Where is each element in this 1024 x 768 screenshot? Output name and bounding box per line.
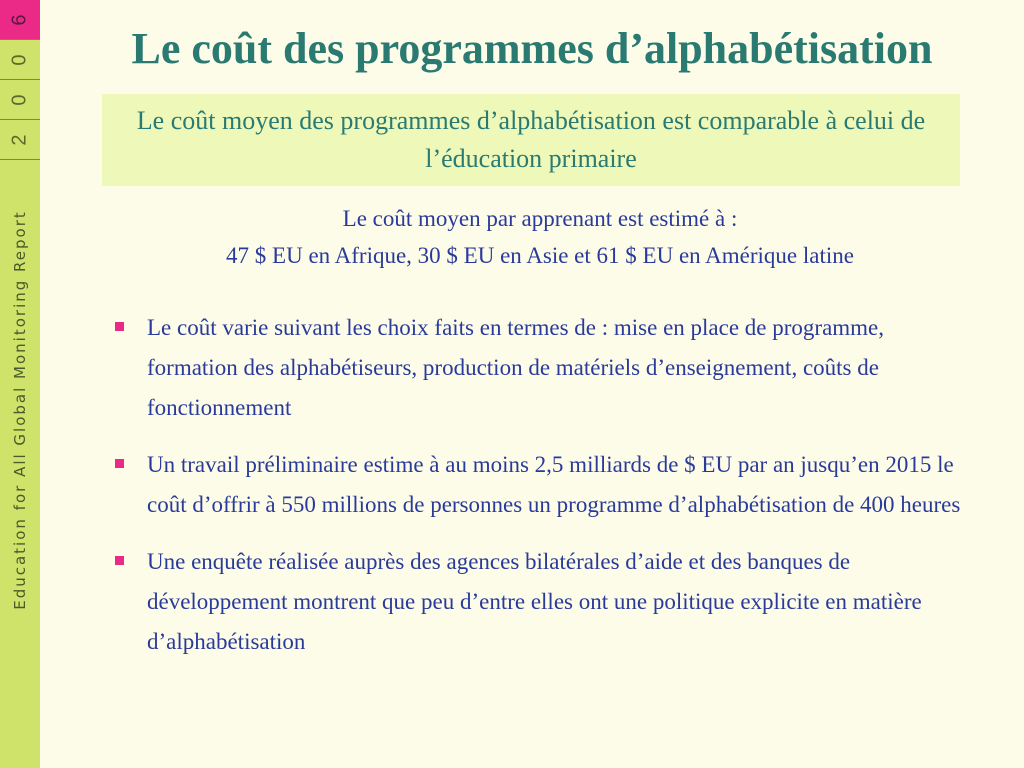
bullet-text: Un travail préliminaire estime à au moins 2,5 milliards de $ EU par an jusqu’en 2015 le coût d’offrir à 550 millions de personnes un programme d’alphabétisation de 400 heures [147,452,961,517]
bullet-list [112,308,972,679]
year-digit: 0 [9,93,31,106]
bullet-text: Une enquête réalisée auprès des agences bilatérales d’aide et des banques de développement montrent que peu d’entre elles ont une politique explicite en matière d’alphabétisation [147,549,922,654]
year-digit: 6 [9,13,31,26]
bullet-item [112,445,972,525]
report-label-text: Education for All Global Monitoring Report [11,210,29,610]
square-bullet-icon [115,322,124,331]
year-digit-box [0,80,40,120]
year-digit: 2 [9,133,31,146]
bullet-text: Le coût varie suivant les choix faits en termes de : mise en place de programme, formation des alphabétiseurs, production de matériels d’enseignement, coûts de fonctionnement [147,315,885,420]
report-label [0,160,40,660]
subtitle-box [102,94,960,186]
year-digit-box [0,40,40,80]
sidebar-strip [0,0,40,768]
slide-title: Le coût des programmes d’alphabétisation [131,24,933,73]
year-digit-box [0,120,40,160]
subtitle-text: Le coût moyen des programmes d’alphabétisation est comparable à celui de l’éducation primaire [136,106,926,173]
highlight-line: Le coût moyen par apprenant est estimé à : [342,206,738,231]
highlight-line: 47 $ EU en Afrique, 30 $ EU en Asie et 61 $ EU en Amérique latine [226,243,854,268]
square-bullet-icon [115,459,124,468]
year-digit-box-highlight [0,0,40,40]
year-digit: 0 [9,53,31,66]
bullet-item [112,542,972,662]
square-bullet-icon [115,556,124,565]
bullet-item [112,308,972,428]
highlight-block [60,200,1020,274]
